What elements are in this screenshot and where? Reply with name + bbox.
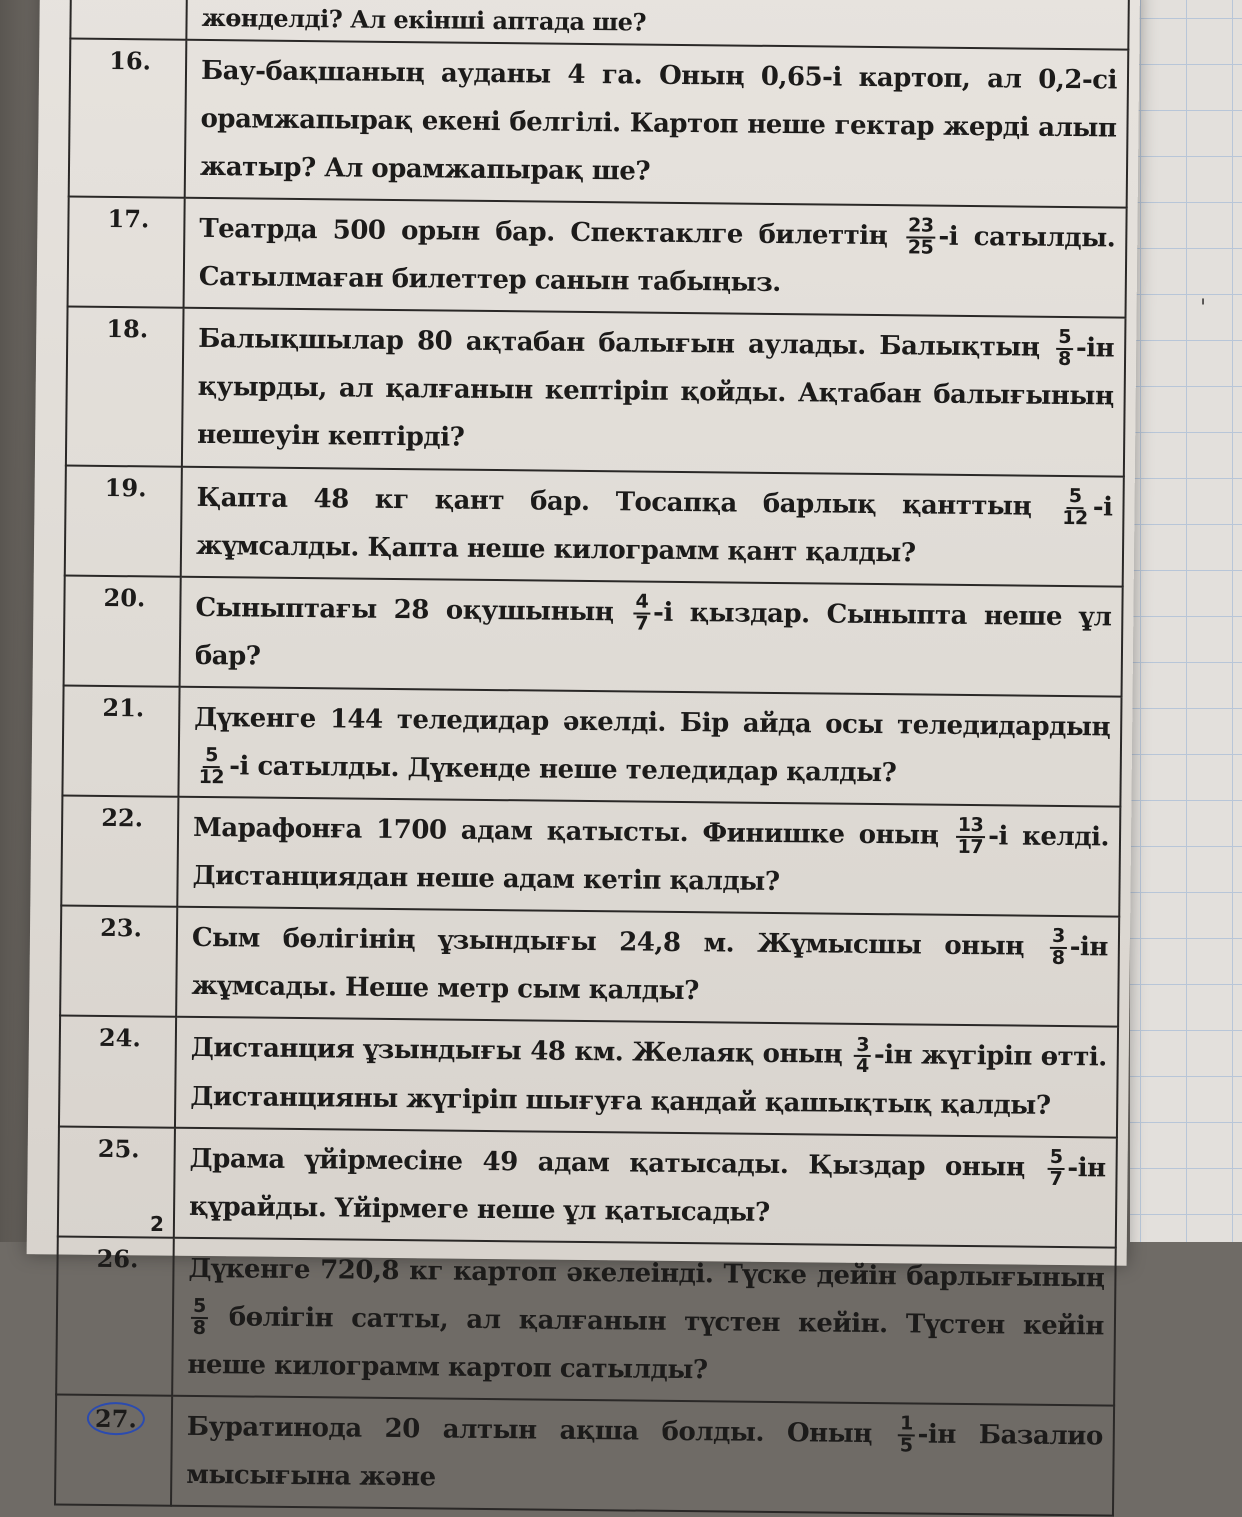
fraction-numerator: 4 xyxy=(633,592,650,614)
problems-table xyxy=(54,0,1130,1517)
problem-text-segment: Театрда 500 орын бар. Спектаклге билеттің xyxy=(199,214,904,252)
fraction-denominator: 5 xyxy=(899,1434,913,1457)
problem-row xyxy=(62,685,1121,806)
problem-row xyxy=(59,1016,1118,1137)
problem-row xyxy=(69,38,1129,207)
fraction xyxy=(197,746,227,788)
problem-text-segment: -і қыздар. Сыныпта неше ұл бар? xyxy=(194,597,1112,672)
worksheet-page xyxy=(27,0,1140,1493)
fraction-numerator: 5 xyxy=(1067,487,1084,509)
problem-text-segment: жөнделді? Ал екінші аптада ше? xyxy=(201,2,647,37)
problem-number xyxy=(59,1016,176,1127)
problem-text xyxy=(174,1127,1117,1247)
problem-number xyxy=(66,307,184,466)
circled-problem-number: 27. xyxy=(87,1402,145,1436)
fraction-denominator: 12 xyxy=(198,765,225,789)
problem-text xyxy=(171,1396,1114,1516)
problem-text-segment: -і келді. Дистанциядан неше адам кетіп қалды? xyxy=(192,821,1110,898)
problem-number-label: 21. xyxy=(102,692,145,723)
fraction-denominator: 8 xyxy=(1051,947,1065,970)
fraction-denominator: 12 xyxy=(1062,506,1088,529)
problem-text xyxy=(176,907,1119,1027)
fraction xyxy=(906,216,936,258)
problem-text xyxy=(185,40,1129,208)
problem-text xyxy=(177,797,1120,917)
problem-number xyxy=(60,906,177,1017)
problem-row xyxy=(61,796,1120,917)
problem-number-label: 20. xyxy=(103,582,146,613)
fraction xyxy=(955,816,985,858)
problem-number-label: 19. xyxy=(104,472,147,502)
problem-text-segment: бөлігін сатты, ал қалғанын түстен кейін. Түстен кейін неше килограмм картоп сатылды? xyxy=(187,1302,1105,1386)
fraction-denominator: 7 xyxy=(635,612,649,635)
fraction xyxy=(898,1412,915,1457)
problem-number-label: 23. xyxy=(100,913,143,943)
fraction xyxy=(1060,484,1090,529)
problem-number xyxy=(64,575,181,686)
problem-text-segment: Дүкенге 720,8 кг картоп әкелеінді. Түске дейін барлығының xyxy=(188,1253,1105,1294)
fraction xyxy=(191,1294,208,1340)
fraction-numerator: 5 xyxy=(1048,1148,1065,1170)
problem-row xyxy=(60,906,1119,1027)
problem-number xyxy=(68,197,185,308)
fraction-denominator: 25 xyxy=(907,236,934,259)
fraction-numerator: 5 xyxy=(203,746,220,768)
fraction-numerator: 23 xyxy=(906,216,936,238)
problem-text-segment: Қапта 48 кг қант бар. Тосапқа барлық қанттың xyxy=(196,482,1058,522)
problem-row xyxy=(58,1126,1117,1247)
problem-text-segment: -ін Базалио мысығына және xyxy=(186,1419,1103,1493)
problem-number-label: 16. xyxy=(109,45,152,76)
problem-number-label: 24. xyxy=(98,1023,141,1053)
problem-text xyxy=(184,198,1127,318)
problem-text xyxy=(172,1238,1116,1406)
problem-text-segment: -ін қуырды, ал қалғанын кептіріп қойды. Ақтабан балығының нешеуін кептірді? xyxy=(197,333,1115,454)
problem-text xyxy=(181,466,1124,586)
problem-number xyxy=(61,796,178,907)
fraction xyxy=(1056,328,1073,370)
fraction-numerator: 5 xyxy=(191,1297,208,1319)
fraction-denominator: 8 xyxy=(1058,348,1071,371)
fraction-numerator: 13 xyxy=(956,816,986,838)
problem-number xyxy=(69,38,187,197)
fraction-denominator: 7 xyxy=(1049,1167,1063,1190)
problem-number xyxy=(56,1236,174,1395)
page-number: 2 xyxy=(150,1212,164,1236)
problem-text-segment: Балықшылар 80 ақтабан балығын аулады. Балықтың xyxy=(198,324,1054,364)
problem-text-segment: -ін жұмсады. Неше метр сым қалды? xyxy=(191,932,1109,1007)
fraction-numerator: 1 xyxy=(898,1415,915,1437)
problem-text-segment: Драма үйірмесіне 49 адам қатысады. Қыздар оның xyxy=(189,1143,1045,1183)
problem-row xyxy=(56,1236,1116,1405)
fraction-numerator: 5 xyxy=(1056,328,1073,350)
problem-text-segment: Буратинода 20 алтын ақша болды. Оның xyxy=(186,1411,896,1450)
problem-number-label: 22. xyxy=(101,803,144,833)
problem-text-segment: -ін құрайды. Үйірмеге неше ұл қатысады? xyxy=(188,1152,1106,1228)
problem-row xyxy=(55,1395,1114,1516)
problem-text-segment: -і сатылды. Дүкенде неше теледидар қалды? xyxy=(229,751,897,789)
problem-row xyxy=(66,307,1126,476)
fraction xyxy=(1050,927,1067,969)
problem-row xyxy=(64,575,1123,696)
fraction xyxy=(633,592,650,634)
problem-text-segment: Дистанция ұзындығы 48 км. Желаяқ оның xyxy=(190,1033,852,1071)
problem-number xyxy=(65,465,182,576)
problem-text-segment: Бау-бақшаның ауданы 4 га. Оның 0,65-і картоп, ал 0,2-сі орамжапырақ екені белгілі. Картоп неше гектар жерді алып жатыр? Ал орамжапырақ ше? xyxy=(199,55,1118,187)
fraction-denominator: 4 xyxy=(855,1055,869,1078)
fraction-numerator: 3 xyxy=(854,1035,871,1057)
problem-number-label: 18. xyxy=(106,314,149,344)
problem-row xyxy=(65,465,1124,586)
fraction-denominator: 8 xyxy=(192,1316,206,1340)
problem-text xyxy=(182,308,1126,476)
pen-tick-mark: ˌ xyxy=(1200,282,1207,307)
problem-number-label: 26. xyxy=(96,1243,139,1274)
problem-number xyxy=(62,685,179,796)
problem-text-segment: -і сатылды. Сатылмаған билеттер санын табыңыз. xyxy=(198,221,1116,299)
fraction xyxy=(854,1035,871,1077)
problem-text-segment: Сыныптағы 28 оқушының xyxy=(195,592,631,628)
problem-text-segment: Сым бөлігінің ұзындығы 24,8 м. Жұмысшы оның xyxy=(191,923,1048,963)
problems-table-body xyxy=(55,0,1129,1516)
problem-text-segment: -і жұмсалды. Қапта неше килограмм қант қалды? xyxy=(195,491,1113,569)
problem-text xyxy=(175,1017,1118,1137)
fraction xyxy=(1047,1145,1064,1190)
problem-text-segment: Дүкенге 144 теледидар әкелді. Бір айда осы теледидардың xyxy=(194,702,1111,743)
problem-text-segment: Марафонға 1700 адам қатысты. Финишке оның xyxy=(192,813,953,851)
graph-paper-background xyxy=(1130,0,1242,1242)
fraction-numerator: 3 xyxy=(1050,927,1067,949)
problem-number xyxy=(70,0,187,40)
problem-text xyxy=(180,576,1123,696)
problem-row xyxy=(68,197,1127,318)
problem-number xyxy=(55,1395,172,1506)
problem-text xyxy=(178,687,1121,807)
fraction-denominator: 17 xyxy=(957,836,984,859)
problem-number-label: 25. xyxy=(97,1133,140,1164)
problem-number-label: 17. xyxy=(107,204,150,234)
problem-text-segment: -ін жүгіріп өтті. Дистанцияны жүгіріп шығуға қандай қашықтық қалды? xyxy=(190,1040,1107,1121)
